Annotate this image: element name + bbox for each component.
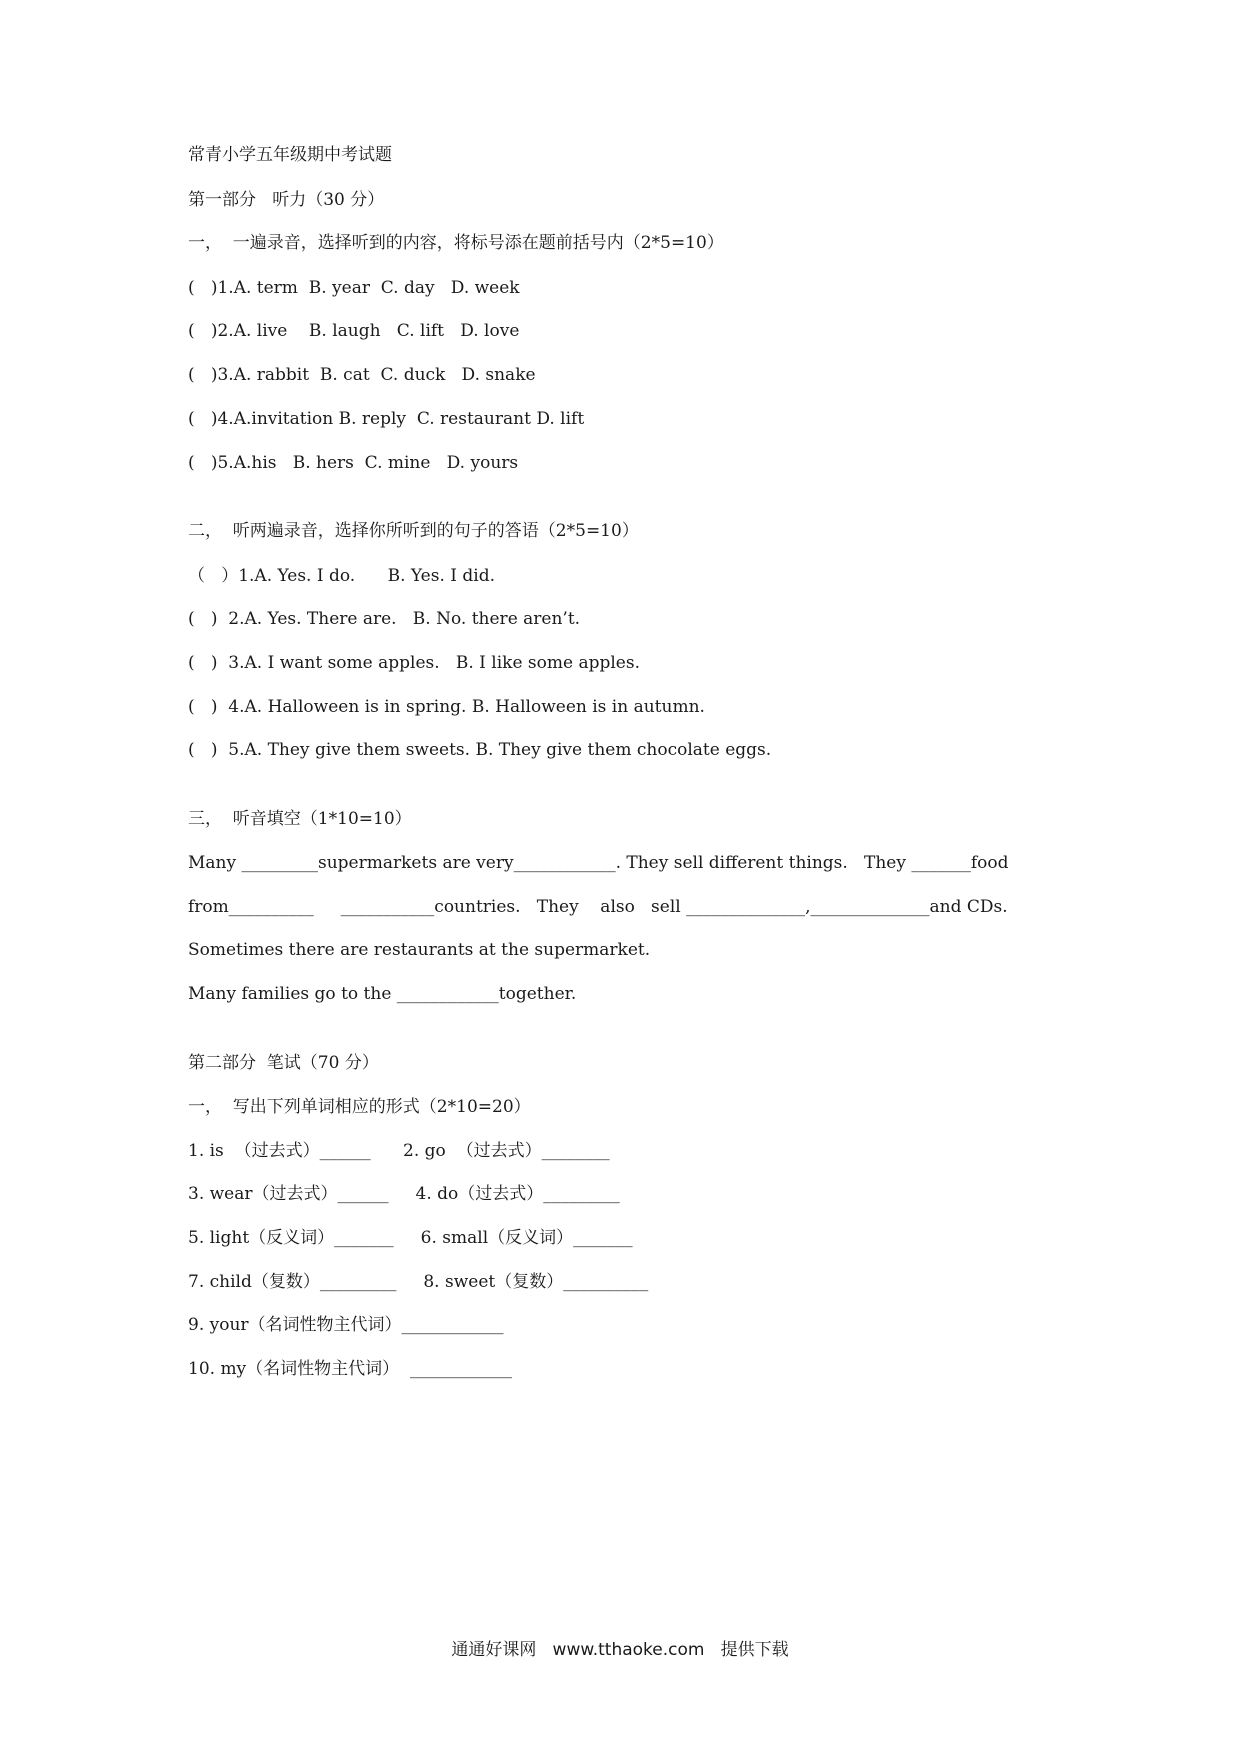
footer-credit: 通通好课网 www.tthaoke.com 提供下载 xyxy=(451,1640,789,1660)
question-line: ( )5.A.his B. hers C. mine D. yours xyxy=(188,453,519,473)
document-title: 常青小学五年级期中考试题 xyxy=(188,145,392,165)
question-line: ( )2.A. live B. laugh C. lift D. love xyxy=(188,321,520,341)
fill-blank-line: from__________ ___________countries. They also sell ______________,______________and CDs. xyxy=(188,897,1008,917)
question-line: ( )4.A.invitation B. reply C. restaurant D. lift xyxy=(188,409,585,429)
question-line: （ ）1.A. Yes. I do. B. Yes. I did. xyxy=(188,566,495,586)
word-form-line: 10. my（名词性物主代词） ____________ xyxy=(188,1359,512,1379)
question-line: ( )1.A. term B. year C. day D. week xyxy=(188,278,520,298)
question-line: ( ) 2.A. Yes. There are. B. No. there aren’t. xyxy=(188,609,581,629)
fill-blank-line: Sometimes there are restaurants at the supermarket. xyxy=(188,940,651,960)
word-form-line: 7. child（复数）_________ 8. sweet（复数）__________ xyxy=(188,1272,649,1292)
word-form-line: 1. is （过去式）______ 2. go （过去式）________ xyxy=(188,1141,610,1161)
word-form-line: 3. wear（过去式）______ 4. do（过去式）_________ xyxy=(188,1184,620,1204)
part1-section1-heading: 一， 一遍录音，选择听到的内容，将标号添在题前括号内（2*5=10） xyxy=(188,233,724,253)
part2-section1-heading: 一， 写出下列单词相应的形式（2*10=20） xyxy=(188,1097,531,1117)
word-form-line: 9. your（名词性物主代词）____________ xyxy=(188,1315,504,1335)
question-line: ( ) 4.A. Halloween is in spring. B. Halloween is in autumn. xyxy=(188,697,705,717)
part1-section3-heading: 三， 听音填空（1*10=10） xyxy=(188,809,412,829)
question-line: ( ) 5.A. They give them sweets. B. They give them chocolate eggs. xyxy=(188,740,772,760)
fill-blank-line: Many _________supermarkets are very____________. They sell different things. They _______food xyxy=(188,853,1009,873)
part1-section2-heading: 二， 听两遍录音，选择你所听到的句子的答语（2*5=10） xyxy=(188,521,639,541)
fill-blank-line: Many families go to the ____________together. xyxy=(188,984,577,1004)
question-line: ( )3.A. rabbit B. cat C. duck D. snake xyxy=(188,365,536,385)
word-form-line: 5. light（反义词）_______ 6. small（反义词）_______ xyxy=(188,1228,633,1248)
question-line: ( ) 3.A. I want some apples. B. I like some apples. xyxy=(188,653,640,673)
part1-heading: 第一部分 听力（30 分） xyxy=(188,190,385,210)
part2-heading: 第二部分 笔试（70 分） xyxy=(188,1053,379,1073)
